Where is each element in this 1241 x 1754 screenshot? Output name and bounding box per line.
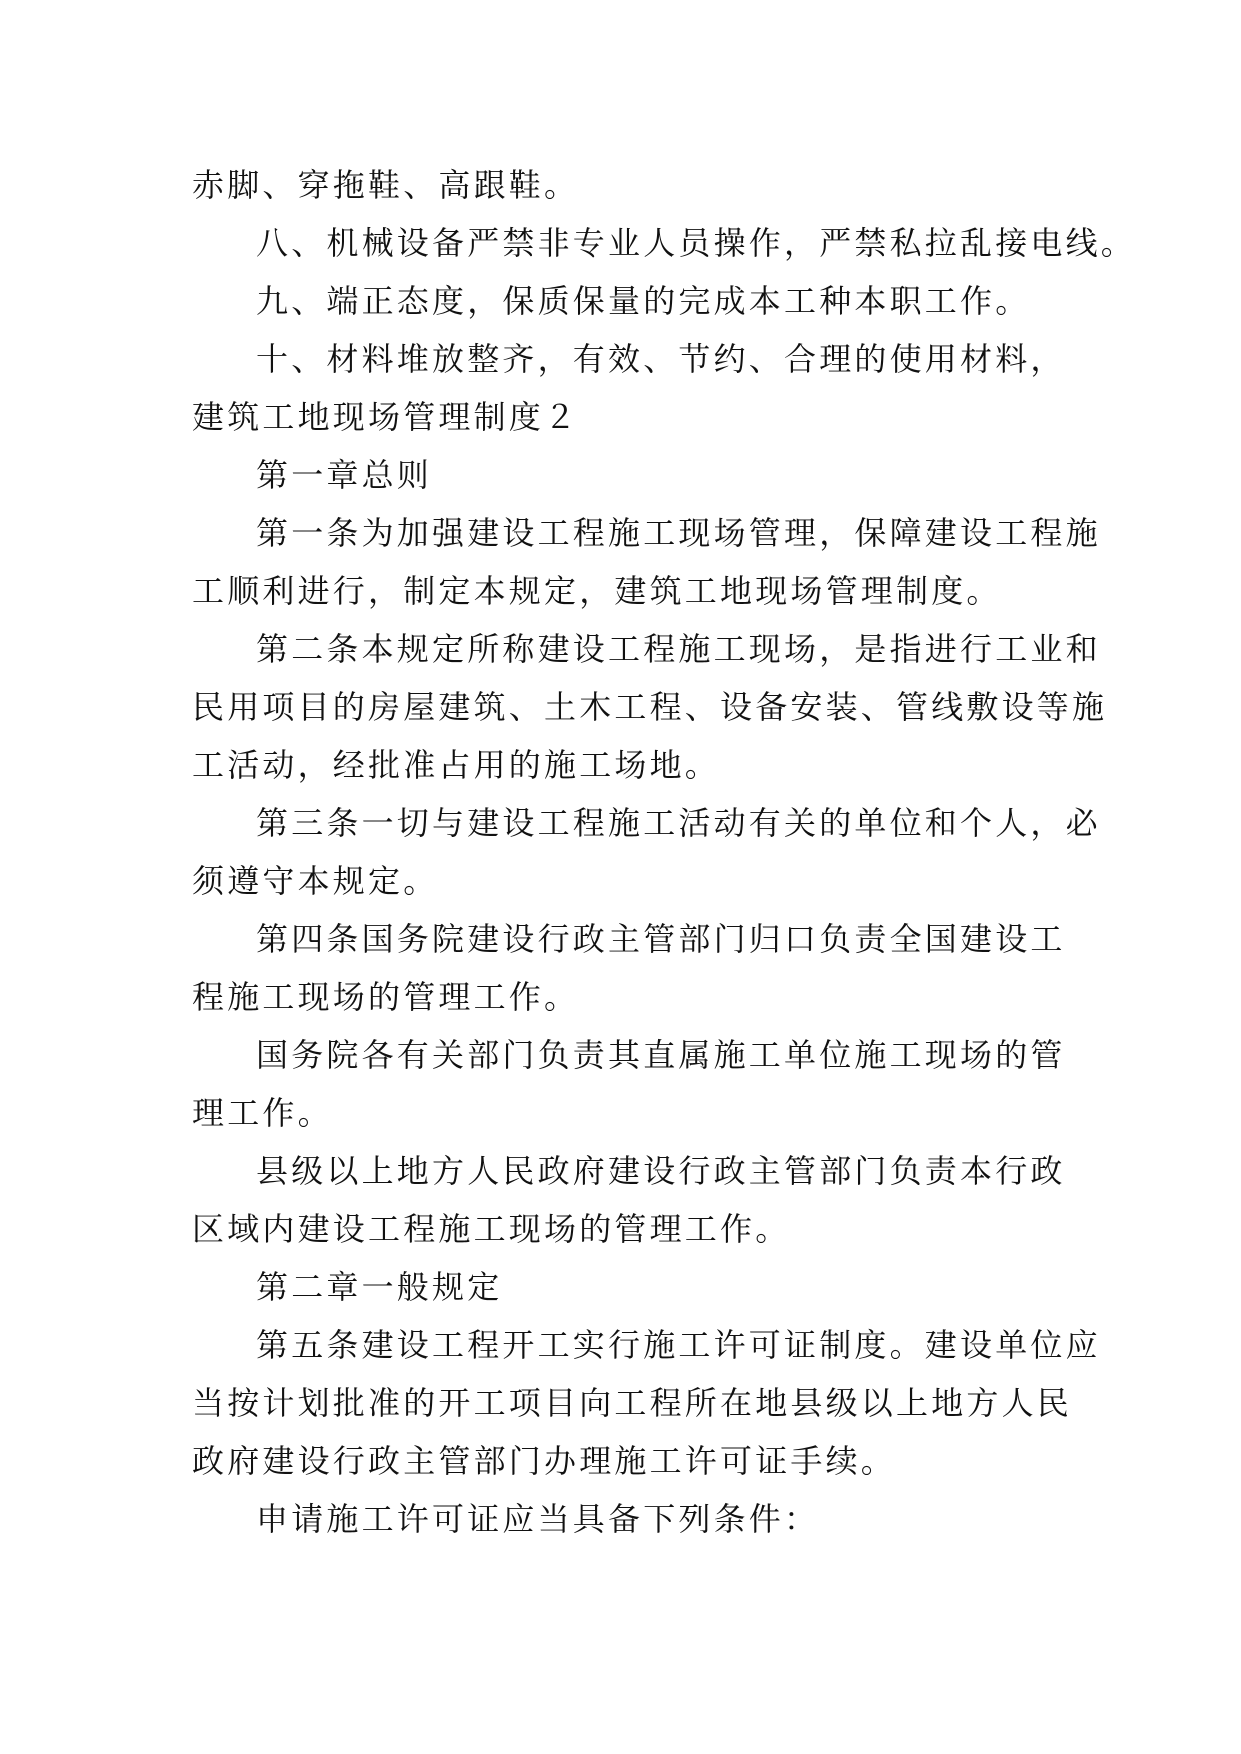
text-line: 赤脚、穿拖鞋、高跟鞋。: [192, 166, 580, 204]
text-line: 国务院各有关部门负责其直属施工单位施工现场的管: [256, 1036, 1066, 1074]
text-line: 政府建设行政主管部门办理施工许可证手续。: [192, 1442, 897, 1480]
text-line: 县级以上地方人民政府建设行政主管部门负责本行政: [256, 1152, 1066, 1190]
text-line: 九、端正态度，保质保量的完成本工种本职工作。: [256, 282, 1031, 320]
text-line: 程施工现场的管理工作。: [192, 978, 580, 1016]
chapter-heading: 第二章一般规定: [256, 1268, 503, 1306]
text-line: 八、机械设备严禁非专业人员操作，严禁私拉乱接电线。: [256, 224, 1137, 262]
text-line: 区域内建设工程施工现场的管理工作。: [192, 1210, 791, 1248]
document-body: [192, 156, 1137, 1548]
text-line: 当按计划批准的开工项目向工程所在地县级以上地方人民: [192, 1384, 1073, 1422]
text-line: 理工作。: [192, 1094, 333, 1132]
text-line: 第五条建设工程开工实行施工许可证制度。建设单位应: [256, 1326, 1101, 1364]
text-line: 第四条国务院建设行政主管部门归口负责全国建设工: [256, 920, 1066, 958]
text-line: 工顺利进行，制定本规定，建筑工地现场管理制度。: [192, 572, 1002, 610]
text-line: 民用项目的房屋建筑、土木工程、设备安装、管线敷设等施: [192, 688, 1108, 726]
chapter-heading: 第一章总则: [256, 456, 433, 494]
section-title: 建筑工地现场管理制度２: [192, 398, 580, 436]
text-line: 申请施工许可证应当具备下列条件：: [256, 1500, 820, 1538]
text-line: 第二条本规定所称建设工程施工现场，是指进行工业和: [256, 630, 1101, 668]
text-line: 第一条为加强建设工程施工现场管理，保障建设工程施: [256, 514, 1101, 552]
text-line: 工活动，经批准占用的施工场地。: [192, 746, 721, 784]
text-line: 须遵守本规定。: [192, 862, 439, 900]
text-line: 十、材料堆放整齐，有效、节约、合理的使用材料，: [256, 340, 1066, 378]
text-line: 第三条一切与建设工程施工活动有关的单位和个人，必: [256, 804, 1101, 842]
